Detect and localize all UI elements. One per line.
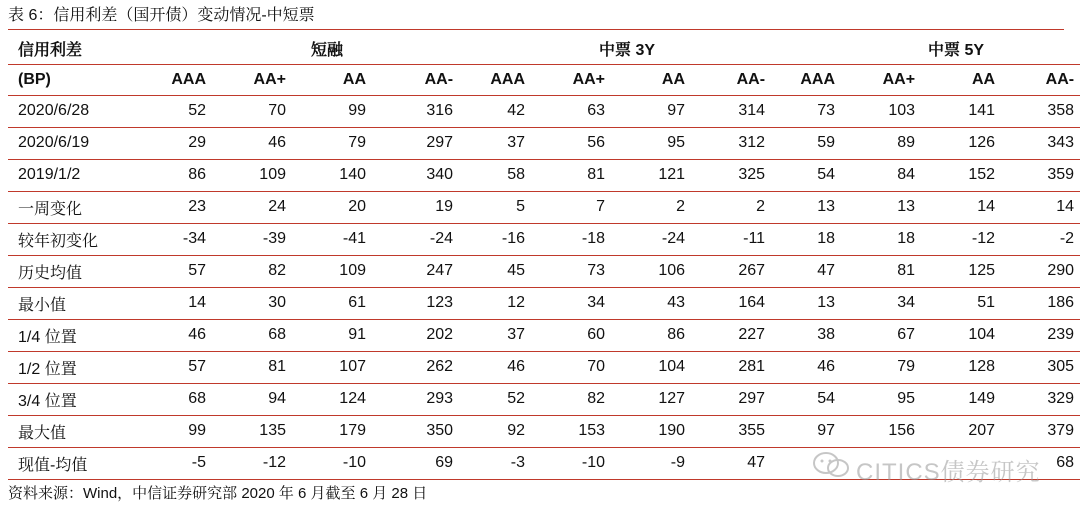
group-header-mtn-3y: 中票 3Y xyxy=(463,33,775,64)
table-title: 表 6：信用利差（国开债）变动情况-中短票 xyxy=(8,7,315,24)
table-cell: 7 xyxy=(535,191,615,223)
table-cell: 89 xyxy=(845,127,925,159)
rating-header-row xyxy=(8,64,1080,95)
table-cell: 329 xyxy=(1005,383,1080,415)
table-cell: 106 xyxy=(615,255,695,287)
table-cell: 109 xyxy=(216,159,296,191)
table-cell: 358 xyxy=(1005,95,1080,127)
rating-header-cell: AAA xyxy=(775,64,845,95)
table-cell: 82 xyxy=(535,383,615,415)
table-cell: 12 xyxy=(463,287,535,319)
table-cell: 340 xyxy=(376,159,463,191)
table-row xyxy=(8,255,1080,287)
row-label: 较年初变化 xyxy=(8,223,148,255)
table-cell: 79 xyxy=(296,127,376,159)
table-cell: -12 xyxy=(925,223,1005,255)
watermark xyxy=(812,450,1062,486)
table-cell: 104 xyxy=(615,351,695,383)
table-cell: 109 xyxy=(296,255,376,287)
table-cell: 123 xyxy=(376,287,463,319)
table-cell: 68 xyxy=(1005,447,1080,479)
table-cell: -41 xyxy=(296,223,376,255)
table-cell: 97 xyxy=(615,95,695,127)
rating-header-cell: AA xyxy=(296,64,376,95)
table-cell: 24 xyxy=(216,191,296,223)
table-cell: 5 xyxy=(463,191,535,223)
row-label: 一周变化 xyxy=(8,191,148,223)
table-cell: 2 xyxy=(695,191,775,223)
table-cell: 140 xyxy=(296,159,376,191)
table-cell: 46 xyxy=(216,127,296,159)
table-cell: -24 xyxy=(376,223,463,255)
header-label-bp: (BP) xyxy=(8,64,148,95)
row-label: 2020/6/19 xyxy=(8,127,148,159)
table-cell: 141 xyxy=(925,95,1005,127)
table-cell: 57 xyxy=(148,351,216,383)
table-cell: 70 xyxy=(535,351,615,383)
table-row xyxy=(8,415,1080,447)
row-label: 最大值 xyxy=(8,415,148,447)
table-cell: 325 xyxy=(695,159,775,191)
table-cell: 297 xyxy=(695,383,775,415)
table-cell: 29 xyxy=(148,127,216,159)
table-cell: 156 xyxy=(845,415,925,447)
table-cell: 46 xyxy=(463,351,535,383)
top-rule xyxy=(8,29,1064,30)
table-cell: 54 xyxy=(775,383,845,415)
table-row xyxy=(8,287,1080,319)
table-cell: 81 xyxy=(535,159,615,191)
table-cell: 82 xyxy=(216,255,296,287)
table-cell: 60 xyxy=(535,319,615,351)
table-cell: 19 xyxy=(376,191,463,223)
table-cell: -3 xyxy=(463,447,535,479)
table-cell: 202 xyxy=(376,319,463,351)
table-cell: 14 xyxy=(148,287,216,319)
row-label: 历史均值 xyxy=(8,255,148,287)
table-cell: 239 xyxy=(1005,319,1080,351)
table-cell: -10 xyxy=(535,447,615,479)
table-cell: 314 xyxy=(695,95,775,127)
table-cell: 67 xyxy=(845,319,925,351)
table-cell: 153 xyxy=(535,415,615,447)
wechat-icon xyxy=(812,450,852,480)
rating-header-cell: AA xyxy=(615,64,695,95)
table-cell: 79 xyxy=(845,351,925,383)
table-cell: 99 xyxy=(148,415,216,447)
table-cell: 126 xyxy=(925,127,1005,159)
table-cell: 46 xyxy=(148,319,216,351)
table-cell: 128 xyxy=(925,351,1005,383)
table-cell: 262 xyxy=(376,351,463,383)
table-cell: 43 xyxy=(615,287,695,319)
row-label: 1/2 位置 xyxy=(8,351,148,383)
group-header-row xyxy=(8,33,1080,64)
rating-header-cell: AA xyxy=(925,64,1005,95)
table-cell: 350 xyxy=(376,415,463,447)
table-cell: 135 xyxy=(216,415,296,447)
table-cell: -5 xyxy=(148,447,216,479)
table-row xyxy=(8,191,1080,223)
table-cell: 207 xyxy=(925,415,1005,447)
watermark-text: CITICS债券研究 xyxy=(856,459,1041,486)
table-cell: 316 xyxy=(376,95,463,127)
table-cell: 91 xyxy=(296,319,376,351)
table-cell: 190 xyxy=(615,415,695,447)
table-cell: 70 xyxy=(216,95,296,127)
table-cell: 47 xyxy=(695,447,775,479)
table-cell: 54 xyxy=(775,159,845,191)
table-cell: 58 xyxy=(463,159,535,191)
table-cell: 293 xyxy=(376,383,463,415)
table-cell: 34 xyxy=(535,287,615,319)
table-cell: 86 xyxy=(148,159,216,191)
table-cell: 127 xyxy=(615,383,695,415)
table-row xyxy=(8,383,1080,415)
table-cell: 94 xyxy=(216,383,296,415)
rating-header-cell: AA+ xyxy=(845,64,925,95)
table-cell: 97 xyxy=(775,415,845,447)
rating-header-cell: AA- xyxy=(1005,64,1080,95)
table-cell: 34 xyxy=(845,287,925,319)
header-label-credit-spread: 信用利差 xyxy=(8,33,148,64)
table-cell: -39 xyxy=(216,223,296,255)
row-label: 1/4 位置 xyxy=(8,319,148,351)
table-cell: 179 xyxy=(296,415,376,447)
table-cell: 47 xyxy=(775,255,845,287)
table-cell: 38 xyxy=(775,319,845,351)
table-cell: 247 xyxy=(376,255,463,287)
table-cell: 13 xyxy=(775,287,845,319)
row-label: 最小值 xyxy=(8,287,148,319)
rating-header-cell: AA+ xyxy=(216,64,296,95)
table-row xyxy=(8,95,1080,127)
table-cell: 281 xyxy=(695,351,775,383)
table-cell: 290 xyxy=(1005,255,1080,287)
table-cell: 37 xyxy=(463,127,535,159)
table-cell: 152 xyxy=(925,159,1005,191)
table-cell: -34 xyxy=(148,223,216,255)
group-header-short-term: 短融 xyxy=(148,33,463,64)
rating-header-cell: AA- xyxy=(695,64,775,95)
group-header-mtn-5y: 中票 5Y xyxy=(775,33,1080,64)
table-cell: 45 xyxy=(463,255,535,287)
table-cell: 99 xyxy=(296,95,376,127)
table-cell: 312 xyxy=(695,127,775,159)
table-cell: 51 xyxy=(925,287,1005,319)
table-cell: 95 xyxy=(615,127,695,159)
rating-header-cell: AA- xyxy=(376,64,463,95)
table-row xyxy=(8,159,1080,191)
table-cell: 2 xyxy=(615,191,695,223)
row-label: 2019/1/2 xyxy=(8,159,148,191)
table-body xyxy=(8,95,1080,479)
table-cell: 42 xyxy=(463,95,535,127)
table-cell: 18 xyxy=(775,223,845,255)
table-cell: 73 xyxy=(535,255,615,287)
table-cell: -9 xyxy=(615,447,695,479)
table-cell: -2 xyxy=(1005,223,1080,255)
table-row xyxy=(8,319,1080,351)
row-label: 2020/6/28 xyxy=(8,95,148,127)
table-row xyxy=(8,351,1080,383)
table-cell: 379 xyxy=(1005,415,1080,447)
rating-header-cell: AA+ xyxy=(535,64,615,95)
table-cell: 69 xyxy=(376,447,463,479)
rating-header-cell: AAA xyxy=(463,64,535,95)
table-cell: 37 xyxy=(463,319,535,351)
table-row xyxy=(8,127,1080,159)
row-label: 3/4 位置 xyxy=(8,383,148,415)
table-cell: 121 xyxy=(615,159,695,191)
table-cell: 84 xyxy=(845,159,925,191)
table-cell: 186 xyxy=(1005,287,1080,319)
table-cell: -12 xyxy=(216,447,296,479)
table-cell: 103 xyxy=(845,95,925,127)
table-cell: 297 xyxy=(376,127,463,159)
table-cell: 57 xyxy=(148,255,216,287)
rating-header-cell: AAA xyxy=(148,64,216,95)
table-cell: 164 xyxy=(695,287,775,319)
table-cell: 125 xyxy=(925,255,1005,287)
table-cell: 81 xyxy=(845,255,925,287)
table-cell: 14 xyxy=(925,191,1005,223)
table-cell: 355 xyxy=(695,415,775,447)
table-cell: 61 xyxy=(296,287,376,319)
table-cell: 68 xyxy=(148,383,216,415)
table-cell: 63 xyxy=(535,95,615,127)
table-cell: 95 xyxy=(845,383,925,415)
table-cell: 359 xyxy=(1005,159,1080,191)
row-label: 现值-均值 xyxy=(8,447,148,479)
credit-spread-table xyxy=(8,33,1080,480)
table-cell: -18 xyxy=(535,223,615,255)
table-cell: 92 xyxy=(463,415,535,447)
table-cell: 30 xyxy=(216,287,296,319)
table-cell: -16 xyxy=(463,223,535,255)
table-cell: 56 xyxy=(535,127,615,159)
table-cell: 52 xyxy=(148,95,216,127)
source-note: 资料来源：Wind，中信证券研究部 2020 年 6 月截至 6 月 28 日 xyxy=(8,485,428,502)
table-cell: 14 xyxy=(1005,191,1080,223)
table-cell: 104 xyxy=(925,319,1005,351)
table-cell: 52 xyxy=(463,383,535,415)
table-cell: 13 xyxy=(775,191,845,223)
table-cell: 343 xyxy=(1005,127,1080,159)
table-cell: 18 xyxy=(845,223,925,255)
table-cell: 46 xyxy=(775,351,845,383)
table-cell: 59 xyxy=(775,127,845,159)
table-cell: 23 xyxy=(148,191,216,223)
table-cell: 227 xyxy=(695,319,775,351)
table-cell: 149 xyxy=(925,383,1005,415)
table-cell: 20 xyxy=(296,191,376,223)
table-cell: 267 xyxy=(695,255,775,287)
table-cell: 107 xyxy=(296,351,376,383)
table-cell: -24 xyxy=(615,223,695,255)
table-cell: 73 xyxy=(775,95,845,127)
table-cell: 13 xyxy=(845,191,925,223)
table-cell: 81 xyxy=(216,351,296,383)
table-cell: 86 xyxy=(615,319,695,351)
table-row xyxy=(8,223,1080,255)
table-cell: -10 xyxy=(296,447,376,479)
table-cell: 124 xyxy=(296,383,376,415)
table-cell: 68 xyxy=(216,319,296,351)
table-cell: -11 xyxy=(695,223,775,255)
table-cell: 305 xyxy=(1005,351,1080,383)
